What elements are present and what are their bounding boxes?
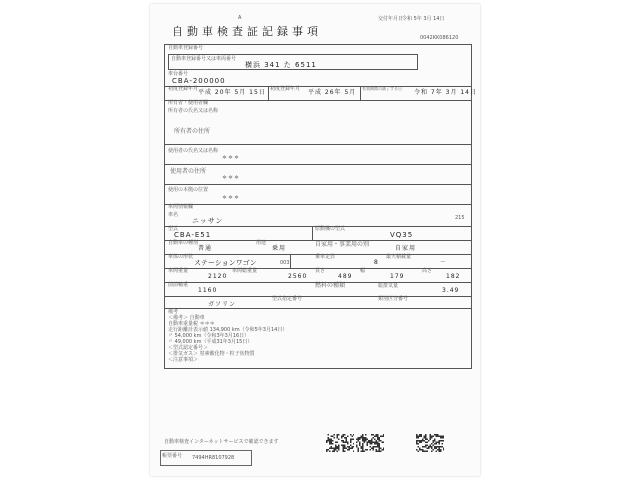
first-reg-value: 平成 20年 5月 15日 bbox=[198, 89, 266, 96]
purpose-label: 用途 bbox=[256, 240, 267, 246]
registration-value: 横浜 341 た 6511 bbox=[245, 61, 317, 69]
private-value: 自家用 bbox=[395, 245, 417, 252]
maker-code: 215 bbox=[455, 215, 465, 221]
vehicle-section-label: 車両情報欄 bbox=[168, 204, 194, 210]
notes-line: ＜排気ガス＞ 窒素酸化物・粒子状物質 bbox=[168, 351, 255, 357]
notes-line: 走行距離計表示値 134,900 km（令和5年3月14日） bbox=[168, 327, 288, 333]
qr-code bbox=[416, 434, 444, 452]
chassis-label: 車台番号 bbox=[168, 71, 189, 77]
registration-label: 自動車登録番号 bbox=[168, 45, 204, 51]
first-reg-label: 初度登録年月 bbox=[168, 86, 199, 92]
qr-code bbox=[356, 434, 384, 452]
engine-label: 原動機の型式 bbox=[315, 226, 346, 232]
use-value: 普通 bbox=[198, 245, 213, 252]
use-label: 自動車の種別 bbox=[168, 240, 199, 246]
length-value: 489 bbox=[338, 273, 353, 280]
private-label: 自家用・事業用の別 bbox=[315, 241, 370, 248]
base-label: 使用の本拠の位置 bbox=[168, 187, 209, 193]
chassis-value: CBA-200000 bbox=[172, 77, 226, 85]
footer-note: 自動車検査インターネットサービスで確認できます bbox=[164, 439, 279, 445]
notes-label: 備考 bbox=[168, 309, 179, 315]
maker-label: 車名 bbox=[168, 212, 179, 218]
body-label: 車体の形状 bbox=[168, 254, 194, 260]
payload-value: － bbox=[440, 259, 448, 266]
serial-value: 7494HR8107928 bbox=[192, 455, 235, 461]
gross-label: 車両総重量 bbox=[232, 268, 258, 274]
axle-value: 1160 bbox=[198, 287, 218, 294]
owner-address-label: 所有者の住所 bbox=[174, 128, 211, 135]
notes-line: 自動車重量税 ＊＊＊ bbox=[168, 321, 215, 327]
reg-date-value: 平成 26年 5月 bbox=[308, 89, 357, 96]
height-label: 高さ bbox=[422, 268, 433, 274]
document-title: 自動車検査証記録事項 bbox=[172, 25, 322, 38]
inspection-certificate-page bbox=[150, 4, 480, 476]
fuel-label: 燃料の種類 bbox=[315, 282, 346, 289]
model-value: CBA-E51 bbox=[174, 231, 212, 239]
notes-line: ＜備考＞ 自動車 bbox=[168, 315, 205, 321]
body-code: 003 bbox=[280, 260, 290, 266]
weight-value: 2120 bbox=[208, 273, 228, 280]
top-marker: A bbox=[238, 15, 242, 21]
model-no-label: 型式指定番号 bbox=[272, 296, 303, 302]
width-label: 幅 bbox=[360, 268, 366, 274]
expiry-label: 有効期間の満了する日 bbox=[362, 86, 402, 91]
user-name-value: ＊＊＊ bbox=[222, 155, 241, 161]
notes-line: ＜注意事項＞ bbox=[168, 357, 199, 363]
notes-line: 〃 54,000 km（令和3年3月16日） bbox=[168, 333, 250, 339]
issue-date: 令和 5年 3月 14日 bbox=[402, 16, 445, 22]
height-value: 182 bbox=[446, 273, 461, 280]
expiry-value: 令和 7年 3月 14日 bbox=[414, 89, 477, 96]
capacity-value: 8 bbox=[374, 259, 379, 266]
maker-value: ニッサン bbox=[192, 217, 224, 225]
gross-value: 2560 bbox=[288, 273, 308, 280]
owner-name-label: 所有者の氏名又は名称 bbox=[168, 108, 219, 114]
width-value: 179 bbox=[390, 273, 405, 280]
disp-value: 3.49 bbox=[442, 287, 460, 294]
payload-label: 最大積載量 bbox=[386, 254, 412, 260]
issue-date-label: 交付年月日 bbox=[378, 16, 404, 22]
class-label: 類別区分番号 bbox=[378, 296, 409, 302]
notes-line: ＜型式認定番号＞ bbox=[168, 345, 209, 351]
user-name-label: 使用者の氏名又は名称 bbox=[168, 148, 219, 154]
weight-label: 車両重量 bbox=[168, 268, 189, 274]
user-address-value: ＊＊＊ bbox=[222, 175, 241, 181]
notes-line: 〃 49,000 km（平成31年3月15日） bbox=[168, 339, 253, 345]
engine-value: VQ35 bbox=[390, 231, 414, 239]
base-value: ＊＊＊ bbox=[222, 195, 241, 201]
owner-section-label: 所有者・使用者欄 bbox=[168, 100, 209, 106]
serial-label: 帳票番号 bbox=[162, 453, 183, 459]
reg-code: 0042KK086120 bbox=[420, 35, 459, 41]
user-address-label: 使用者の住所 bbox=[170, 168, 207, 175]
fuel-value: ガソリン bbox=[208, 301, 237, 308]
axle-label: 前前軸重 bbox=[168, 282, 189, 288]
purpose-value: 乗用 bbox=[272, 245, 287, 252]
disp-label: 総排気量 bbox=[378, 283, 399, 289]
reg-date-label: 初度登録年月 bbox=[270, 86, 301, 92]
body-value: ステーションワゴン bbox=[194, 259, 257, 267]
registration-sub-label: 自動車登録番号又は車両番号 bbox=[171, 56, 237, 62]
qr-code bbox=[326, 434, 354, 452]
model-label: 型式 bbox=[168, 226, 179, 232]
length-label: 長さ bbox=[315, 268, 326, 274]
capacity-label: 乗車定員 bbox=[315, 254, 336, 260]
